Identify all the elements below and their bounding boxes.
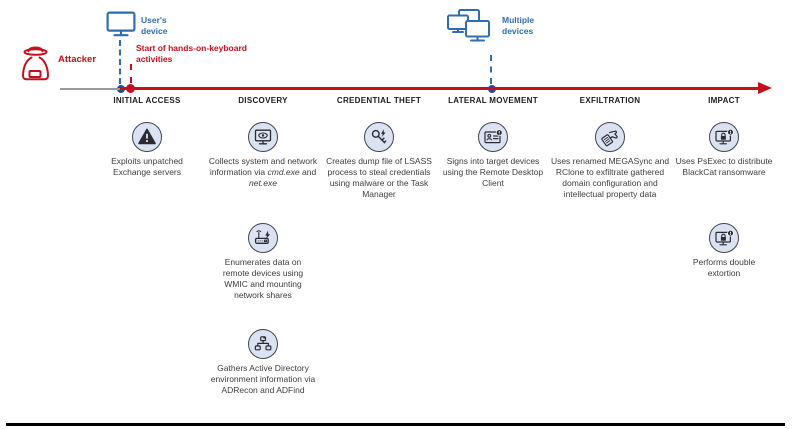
phase-label-discovery: DISCOVERY — [238, 96, 288, 105]
step-text: Uses PsExec to distribute BlackCat ransomware — [675, 156, 773, 177]
column-credential-theft — [317, 120, 441, 420]
column-lateral-movement — [431, 120, 555, 420]
step-text: Uses renamed MEGASync and RClone to exfiltrate gathered domain configuration and intellectual property data — [550, 156, 670, 199]
phase-label-lateral-movement: LATERAL MOVEMENT — [448, 96, 538, 105]
column-impact — [662, 120, 786, 420]
timeline-attack-segment — [120, 87, 760, 90]
step-text — [208, 156, 318, 189]
step-collect-info — [201, 122, 325, 189]
step-enumerate-remote — [201, 223, 325, 301]
attacker-label: Attacker — [58, 54, 97, 65]
step-lsass-dump — [317, 122, 441, 200]
step-rdp-signin — [431, 122, 555, 189]
step-gather-ad — [201, 329, 325, 396]
hands-on-keyboard-label: Start of hands-on-keyboard activities — [136, 43, 247, 64]
timeline-arrow-icon — [758, 82, 772, 94]
hand-document-icon — [595, 122, 625, 152]
step-exploit-exchange — [85, 122, 209, 178]
timeline-pre-segment — [60, 88, 121, 90]
multiple-devices-label: Multiple devices — [502, 15, 535, 36]
step-text-part: and — [301, 167, 317, 177]
monitor-lock-alert-icon — [709, 223, 739, 253]
monitor-lock-alert-icon — [709, 122, 739, 152]
phase-label-initial-access: INITIAL ACCESS — [113, 96, 181, 105]
figure-bottom-border — [6, 423, 785, 426]
monitor-eye-icon — [248, 122, 278, 152]
column-initial-access — [85, 120, 209, 420]
router-lightning-icon — [248, 223, 278, 253]
multiple-devices-dashed-line — [490, 55, 492, 84]
phase-label-credential-theft: CREDENTIAL THEFT — [336, 96, 422, 105]
step-text-part: Collects system and network information via — [208, 156, 318, 177]
column-exfiltration — [548, 120, 672, 420]
users-device-label: User's device — [141, 15, 168, 36]
step-text: Exploits unpatched Exchange servers — [111, 156, 183, 177]
step-double-extortion — [662, 223, 786, 279]
step-exfiltrate-data — [548, 122, 672, 200]
key-lightning-icon — [364, 122, 394, 152]
attacker-icon — [16, 42, 54, 82]
step-text: Performs double extortion — [692, 257, 756, 278]
step-psexec-blackcat — [662, 122, 786, 178]
phase-label-impact: IMPACT — [708, 96, 740, 105]
step-text: Enumerates data on remote devices using WMIC and mounting network shares — [222, 257, 304, 300]
users-device-dashed-line — [119, 40, 121, 84]
column-discovery — [201, 120, 325, 420]
id-card-alert-icon — [478, 122, 508, 152]
step-text: Creates dump file of LSASS process to steal credentials using malware or the Task Manager — [326, 156, 432, 199]
tool-name: net.exe — [249, 178, 277, 188]
users-device-icon — [106, 11, 136, 38]
hands-on-keyboard-dashed-line — [130, 64, 132, 83]
step-text: Signs into target devices using the Remote Desktop Client — [442, 156, 544, 188]
hierarchy-icon — [248, 329, 278, 359]
warning-triangle-icon — [132, 122, 162, 152]
tool-name: cmd.exe — [267, 167, 300, 177]
phase-label-exfiltration: EXFILTRATION — [579, 96, 641, 105]
multiple-devices-icon — [446, 8, 498, 54]
step-text: Gathers Active Directory environment information via ADRecon and ADFind — [210, 363, 316, 395]
